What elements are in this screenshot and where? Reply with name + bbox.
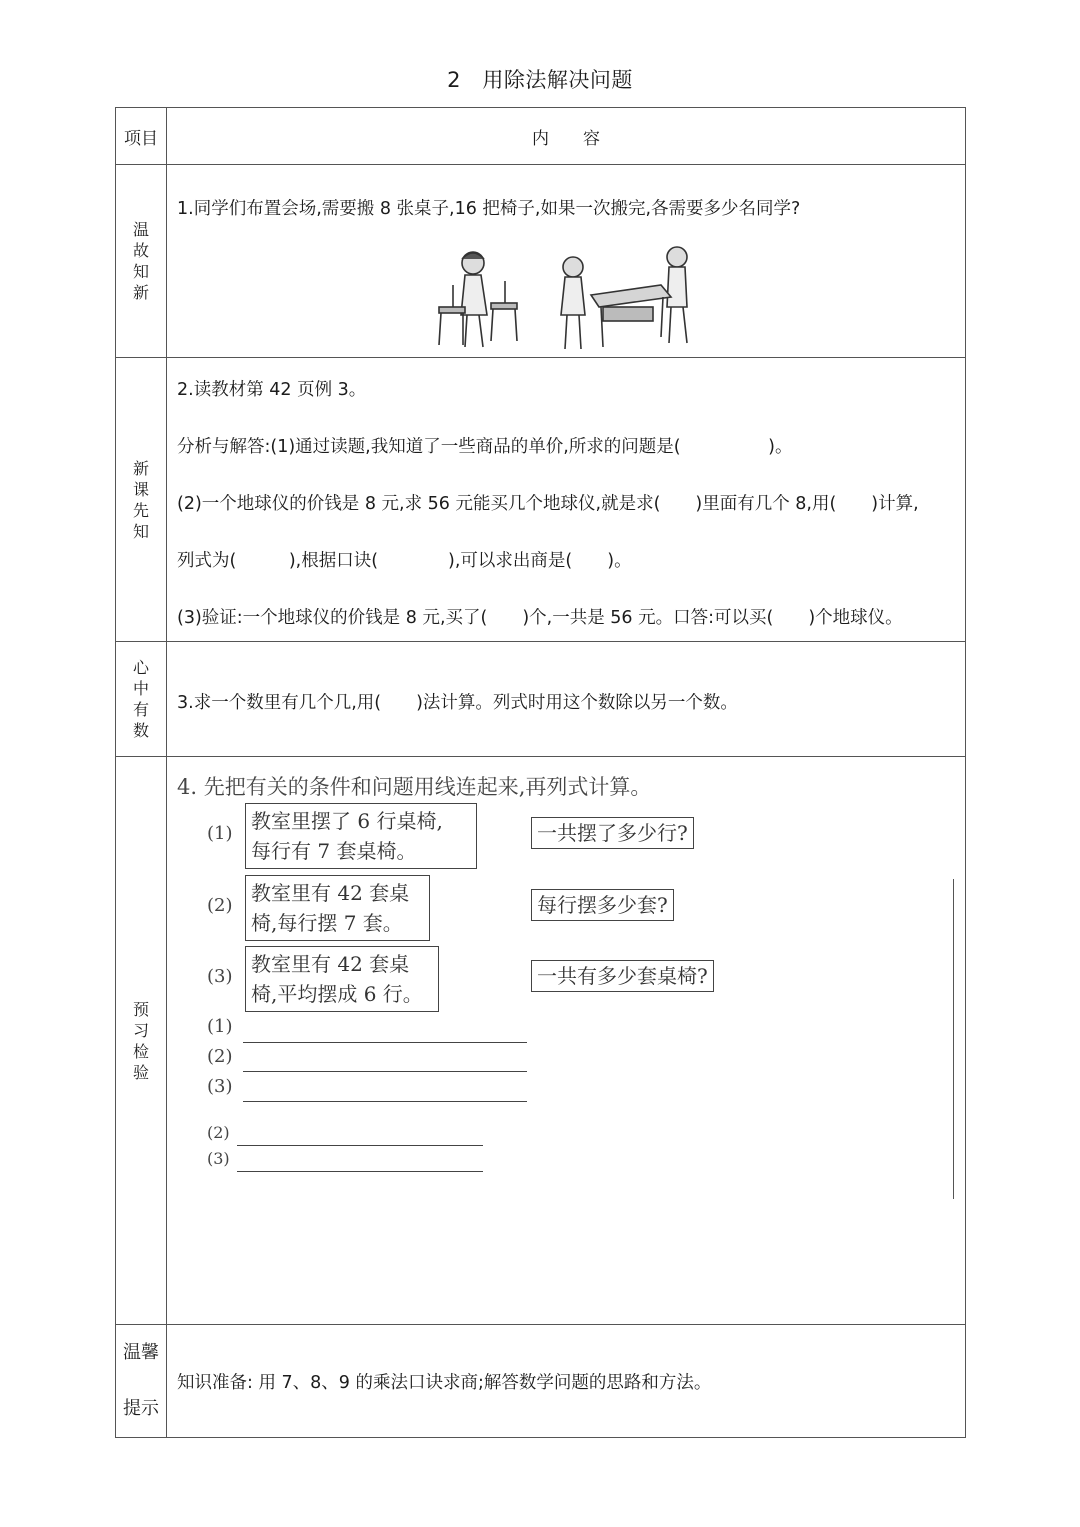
- newlesson-label-cell: [116, 358, 167, 642]
- condition-3-line-2: 椅,平均摆成 6 行。: [251, 982, 423, 1006]
- answer-1-number: (1): [207, 1016, 233, 1037]
- mind-label-cell: [116, 642, 167, 757]
- review-content-cell: [167, 165, 966, 358]
- newlesson-line-1: 2.读教材第 42 页例 3。: [177, 380, 367, 400]
- page-title: 2 用除法解决问题: [447, 68, 633, 92]
- tips-label-bottom: 提示: [123, 1398, 159, 1419]
- tips-label-top: 温馨: [123, 1342, 159, 1363]
- preview-question: 4. 先把有关的条件和问题用线连起来,再列式计算。: [177, 775, 652, 799]
- newlesson-line-5: (3)验证:一个地球仪的价钱是 8 元,买了( )个,一共是 56 元。口答:可以买( )个地球仪。: [177, 608, 903, 628]
- extra-answer-3-number: (3): [207, 1149, 230, 1168]
- condition-1-number: (1): [207, 823, 233, 844]
- newlesson-line-3: (2)一个地球仪的价钱是 8 元,求 56 元能买几个地球仪,就是求( )里面有几个 8,用( )计算,: [177, 494, 919, 514]
- header-item-label: 项目: [124, 128, 158, 149]
- extra-answer-line-3[interactable]: [237, 1171, 483, 1172]
- tips-text: 知识准备: 用 7、8、9 的乘法口诀求商;解答数学问题的思路和方法。: [177, 1373, 712, 1393]
- condition-3-number: (3): [207, 966, 233, 987]
- scan-edge-line: [953, 879, 954, 1199]
- worksheet-table: [115, 107, 966, 1438]
- condition-1-line-2: 每行有 7 套桌椅。: [251, 839, 417, 863]
- mind-content-cell: [167, 642, 966, 757]
- review-question: 1.同学们布置会场,需要搬 8 张桌子,16 把椅子,如果一次搬完,各需要多少名同学?: [177, 199, 801, 219]
- condition-3-box[interactable]: [245, 946, 439, 1012]
- review-label-cell: [116, 165, 167, 358]
- newlesson-content-cell: [167, 358, 966, 642]
- extra-answer-line-2[interactable]: [237, 1145, 483, 1146]
- newlesson-label: 新课先知: [132, 458, 149, 541]
- condition-2-number: (2): [207, 895, 233, 916]
- mind-label: 心中有数: [132, 658, 149, 740]
- header-item-cell: [116, 108, 167, 165]
- condition-2-line-1: 教室里有 42 套桌: [251, 881, 410, 905]
- extra-answer-2-number: (2): [207, 1123, 230, 1142]
- answer-line-1[interactable]: [243, 1042, 527, 1043]
- tips-label-cell: [116, 1325, 167, 1438]
- mind-text: 3.求一个数里有几个几,用( )法计算。列式时用这个数除以另一个数。: [177, 693, 738, 713]
- answer-3-number: (3): [207, 1076, 233, 1097]
- header-content-label: 内 容: [532, 128, 600, 149]
- preview-content-cell: [167, 757, 966, 1325]
- header-content-cell: [167, 108, 966, 165]
- answer-2-number: (2): [207, 1046, 233, 1067]
- preview-label-cell: [116, 757, 167, 1325]
- condition-3-line-1: 教室里有 42 套桌: [251, 952, 410, 976]
- condition-1-line-1: 教室里摆了 6 行桌椅,: [251, 809, 443, 833]
- answer-line-2[interactable]: [243, 1071, 527, 1072]
- question-box-2[interactable]: 每行摆多少套?: [531, 889, 674, 921]
- tips-content-cell: [167, 1325, 966, 1438]
- question-box-3[interactable]: 一共有多少套桌椅?: [531, 960, 714, 992]
- newlesson-line-4: 列式为( ),根据口诀( ),可以求出商是( )。: [177, 551, 632, 571]
- condition-2-line-2: 椅,每行摆 7 套。: [251, 911, 403, 935]
- question-box-1[interactable]: 一共摆了多少行?: [531, 817, 694, 849]
- review-label: 温故知新: [132, 220, 149, 302]
- condition-2-box[interactable]: [245, 875, 430, 941]
- condition-1-box[interactable]: [245, 803, 477, 869]
- newlesson-line-2: 分析与解答:(1)通过读题,我知道了一些商品的单价,所求的问题是( )。: [177, 437, 793, 457]
- preview-label: 预习检验: [132, 999, 149, 1082]
- answer-line-3[interactable]: [243, 1101, 527, 1102]
- boy-carrying-chairs-illustration: [435, 245, 525, 355]
- kids-carrying-desk-illustration: [551, 245, 701, 357]
